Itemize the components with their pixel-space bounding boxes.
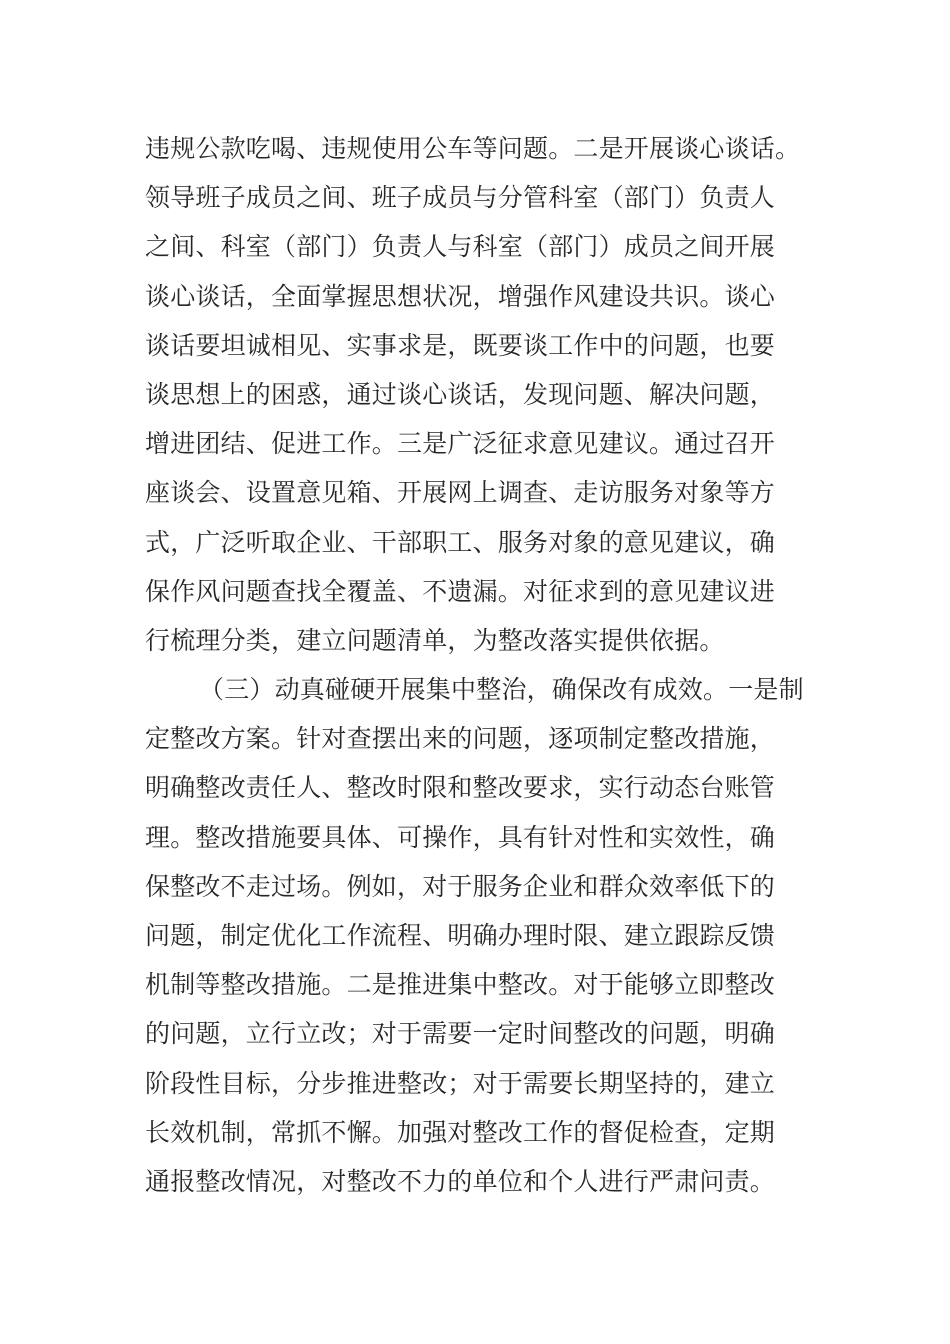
text-line: 谈心谈话，全面掌握思想状况，增强作风建设共识。谈心 <box>145 281 776 311</box>
text-line: 谈话要坦诚相见、实事求是，既要谈工作中的问题，也要 <box>145 330 776 360</box>
text-line: 谈思想上的困惑，通过谈心谈话，发现问题、解决问题， <box>145 379 776 409</box>
text-line: 长效机制，常抓不懈。加强对整改工作的督促检查，定期 <box>145 1117 776 1147</box>
text-line: 明确整改责任人、整改时限和整改要求，实行动态台账管 <box>145 773 776 803</box>
text-line: 增进团结、促进工作。三是广泛征求意见建议。通过召开 <box>145 429 776 459</box>
text-line: 问题，制定优化工作流程、明确办理时限、建立跟踪反馈 <box>145 921 776 950</box>
text-line: 违规公款吃喝、违规使用公车等问题。二是开展谈心谈话。 <box>145 134 801 163</box>
text-line: 阶段性目标，分步推进整改；对于需要长期坚持的，建立 <box>145 1068 776 1098</box>
text-line: 领导班子成员之间、班子成员与分管科室（部门）负责人 <box>145 183 776 213</box>
text-line: 通报整改情况，对整改不力的单位和个人进行严肃问责。 <box>145 1166 776 1196</box>
body-text <box>145 124 825 1206</box>
text-line: 的问题，立行立改；对于需要一定时间整改的问题，明确 <box>145 1019 776 1049</box>
text-line: 座谈会、设置意见箱、开展网上调查、走访服务对象等方 <box>145 478 776 508</box>
text-line: 保作风问题查找全覆盖、不遗漏。对征求到的意见建议进 <box>145 576 776 606</box>
text-line: 定整改方案。针对查摆出来的问题，逐项制定整改措施， <box>145 724 776 754</box>
text-line: 保整改不走过场。例如，对于服务企业和群众效率低下的 <box>145 871 776 901</box>
text-line: 理。整改措施要具体、可操作，具有针对性和实效性，确 <box>145 822 776 852</box>
text-line: 行梳理分类，建立问题清单，为整改落实提供依据。 <box>145 625 725 655</box>
text-line: 之间、科室（部门）负责人与科室（部门）成员之间开展 <box>145 232 776 262</box>
text-line: 式，广泛听取企业、干部职工、服务对象的意见建议，确 <box>145 527 776 557</box>
text-line: 机制等整改措施。二是推进集中整改。对于能够立即整改 <box>145 970 776 1000</box>
section-heading-line: （三）动真碰硬开展集中整治，确保改有成效。一是制 <box>199 675 804 705</box>
